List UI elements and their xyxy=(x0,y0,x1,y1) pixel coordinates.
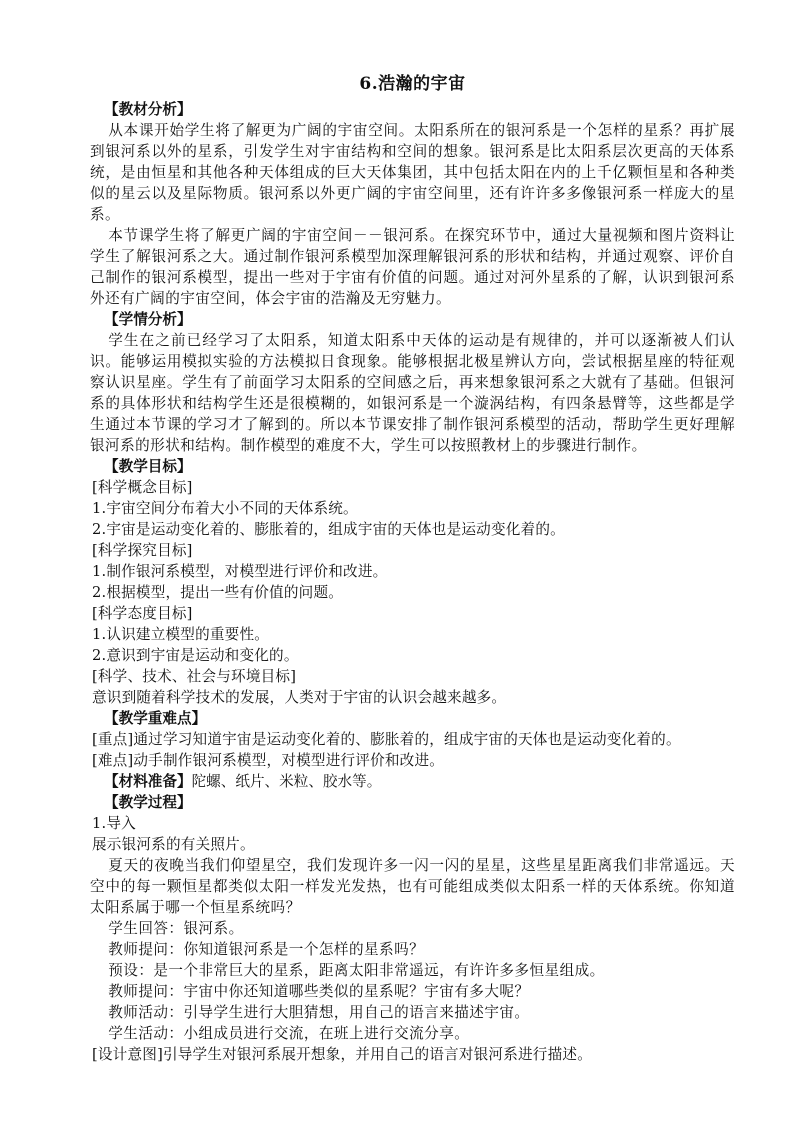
section-heading-goals: 【教学目标】 xyxy=(104,458,192,475)
goal-inquiry-item-2: 2.根据模型，提出一些有价值的问题。 xyxy=(92,584,344,601)
learner-paragraph-1: 学生在之前已经学习了太阳系，知道太阳系中天体的运动是有规律的，并可以逐渐被人们认识。能够运用模拟实验的方法模拟日食现象。能够根据北极星辨认方向，尝试根据星座的特征观察认识星座。学生有了前面学习太阳系的空间感之后，再来想象银河系之大就有了基础。但银河系的具体形状和结构学生还是很模糊的，如银河系是一个漩涡结构，有四条悬臂等，这些都是学生通过本节课的学习才了解到的。所以本节课安排了制作银河系模型的活动，帮助学生更好理解银河系的形状和结构。制作模型的难度不大，学生可以按照教材上的步骤进行制作。 xyxy=(90,332,735,454)
section-heading-analysis: 【教材分析】 xyxy=(104,101,192,118)
process-design-intent: [设计意图]引导学生对银河系展开想象，并用自己的语言对银河系进行描述。 xyxy=(92,1046,592,1063)
goal-concept-item-2: 2.宇宙是运动变化着的、膨胀着的，组成宇宙的天体也是运动变化着的。 xyxy=(92,521,565,538)
goal-stse-title: [科学、技术、社会与环境目标] xyxy=(92,668,297,685)
focus-key-point: [重点]通过学习知道宇宙是运动变化着的、膨胀着的，组成宇宙的天体也是运动变化着的。 xyxy=(92,731,681,748)
focus-difficult-point: [难点]动手制作银河系模型，对模型进行评价和改进。 xyxy=(92,752,445,769)
process-student-activity: 学生活动：小组成员进行交流，在班上进行交流分享。 xyxy=(108,1025,470,1042)
goal-attitude-item-2: 2.意识到宇宙是运动和变化的。 xyxy=(92,647,299,664)
goal-concept-item-1: 1.宇宙空间分布着大小不同的天体系统。 xyxy=(92,500,358,517)
process-paragraph-1: 夏天的夜晚当我们仰望星空，我们发现许多一闪一闪的星星，这些星星距离我们非常遥远。天空中的每一颗恒星都类似太阳一样发光发热，也有可能组成类似太阳系一样的天体系统。你知道太阳系属于哪一个恒星系统吗？ xyxy=(90,857,735,916)
document-page xyxy=(90,72,735,1065)
section-heading-learner: 【学情分析】 xyxy=(104,311,192,328)
process-teacher-question-1: 教师提问：你知道银河系是一个怎样的星系吗？ xyxy=(108,941,425,958)
process-teacher-activity: 教师活动：引导学生进行大胆猜想，用自己的语言来描述宇宙。 xyxy=(108,1004,530,1021)
analysis-paragraph-2: 本节课学生将了解更广阔的宇宙空间－－银河系。在探究环节中，通过大量视频和图片资料让学生了解银河系之大。通过制作银河系模型加深理解银河系的形状和结构，并通过观察、评价自己制作的银河系模型，提出一些对于宇宙有价值的问题。通过对河外星系的了解，认识到银河系外还有广阔的宇宙空间，体会宇宙的浩瀚及无穷魅力。 xyxy=(90,227,735,307)
goal-inquiry-title: [科学探究目标] xyxy=(92,542,193,559)
goal-concept-title: [科学概念目标] xyxy=(92,479,193,496)
section-heading-focus: 【教学重难点】 xyxy=(104,710,207,727)
process-show-photos: 展示银河系的有关照片。 xyxy=(92,836,255,853)
section-heading-materials: 【材料准备】 xyxy=(104,773,192,790)
materials-text: 陀螺、纸片、米粒、胶水等。 xyxy=(191,773,382,790)
process-student-answer: 学生回答：银河系。 xyxy=(108,920,244,937)
goal-stse-item-1: 意识到随着科学技术的发展，人类对于宇宙的认识会越来越多。 xyxy=(92,689,507,706)
section-heading-process: 【教学过程】 xyxy=(104,794,192,811)
process-preset-answer: 预设：是一个非常巨大的星系，距离太阳非常遥远，有许许多多恒星组成。 xyxy=(108,962,605,979)
process-step-1: 1.导入 xyxy=(92,815,136,832)
goal-attitude-title: [科学态度目标] xyxy=(92,605,193,622)
section-materials xyxy=(90,771,735,792)
process-teacher-question-2: 教师提问：宇宙中你还知道哪些类似的星系呢？宇宙有多大呢？ xyxy=(108,983,530,1000)
analysis-paragraph-1: 从本课开始学生将了解更为广阔的宇宙空间。太阳系所在的银河系是一个怎样的星系？再扩展到银河系以外的星系，引发学生对宇宙结构和空间的想象。银河系是比太阳系层次更高的天体系统，是由恒星和其他各种天体组成的巨大天体集团，其中包括太阳在内的上千亿颗恒星和各种类似的星云以及星际物质。银河系以外更广阔的宇宙空间里，还有许许多多像银河系一样庞大的星系。 xyxy=(90,122,735,223)
goal-inquiry-item-1: 1.制作银河系模型，对模型进行评价和改进。 xyxy=(92,563,388,580)
document-title: 6.浩瀚的宇宙 xyxy=(359,74,466,94)
goal-attitude-item-1: 1.认识建立模型的重要性。 xyxy=(92,626,270,643)
